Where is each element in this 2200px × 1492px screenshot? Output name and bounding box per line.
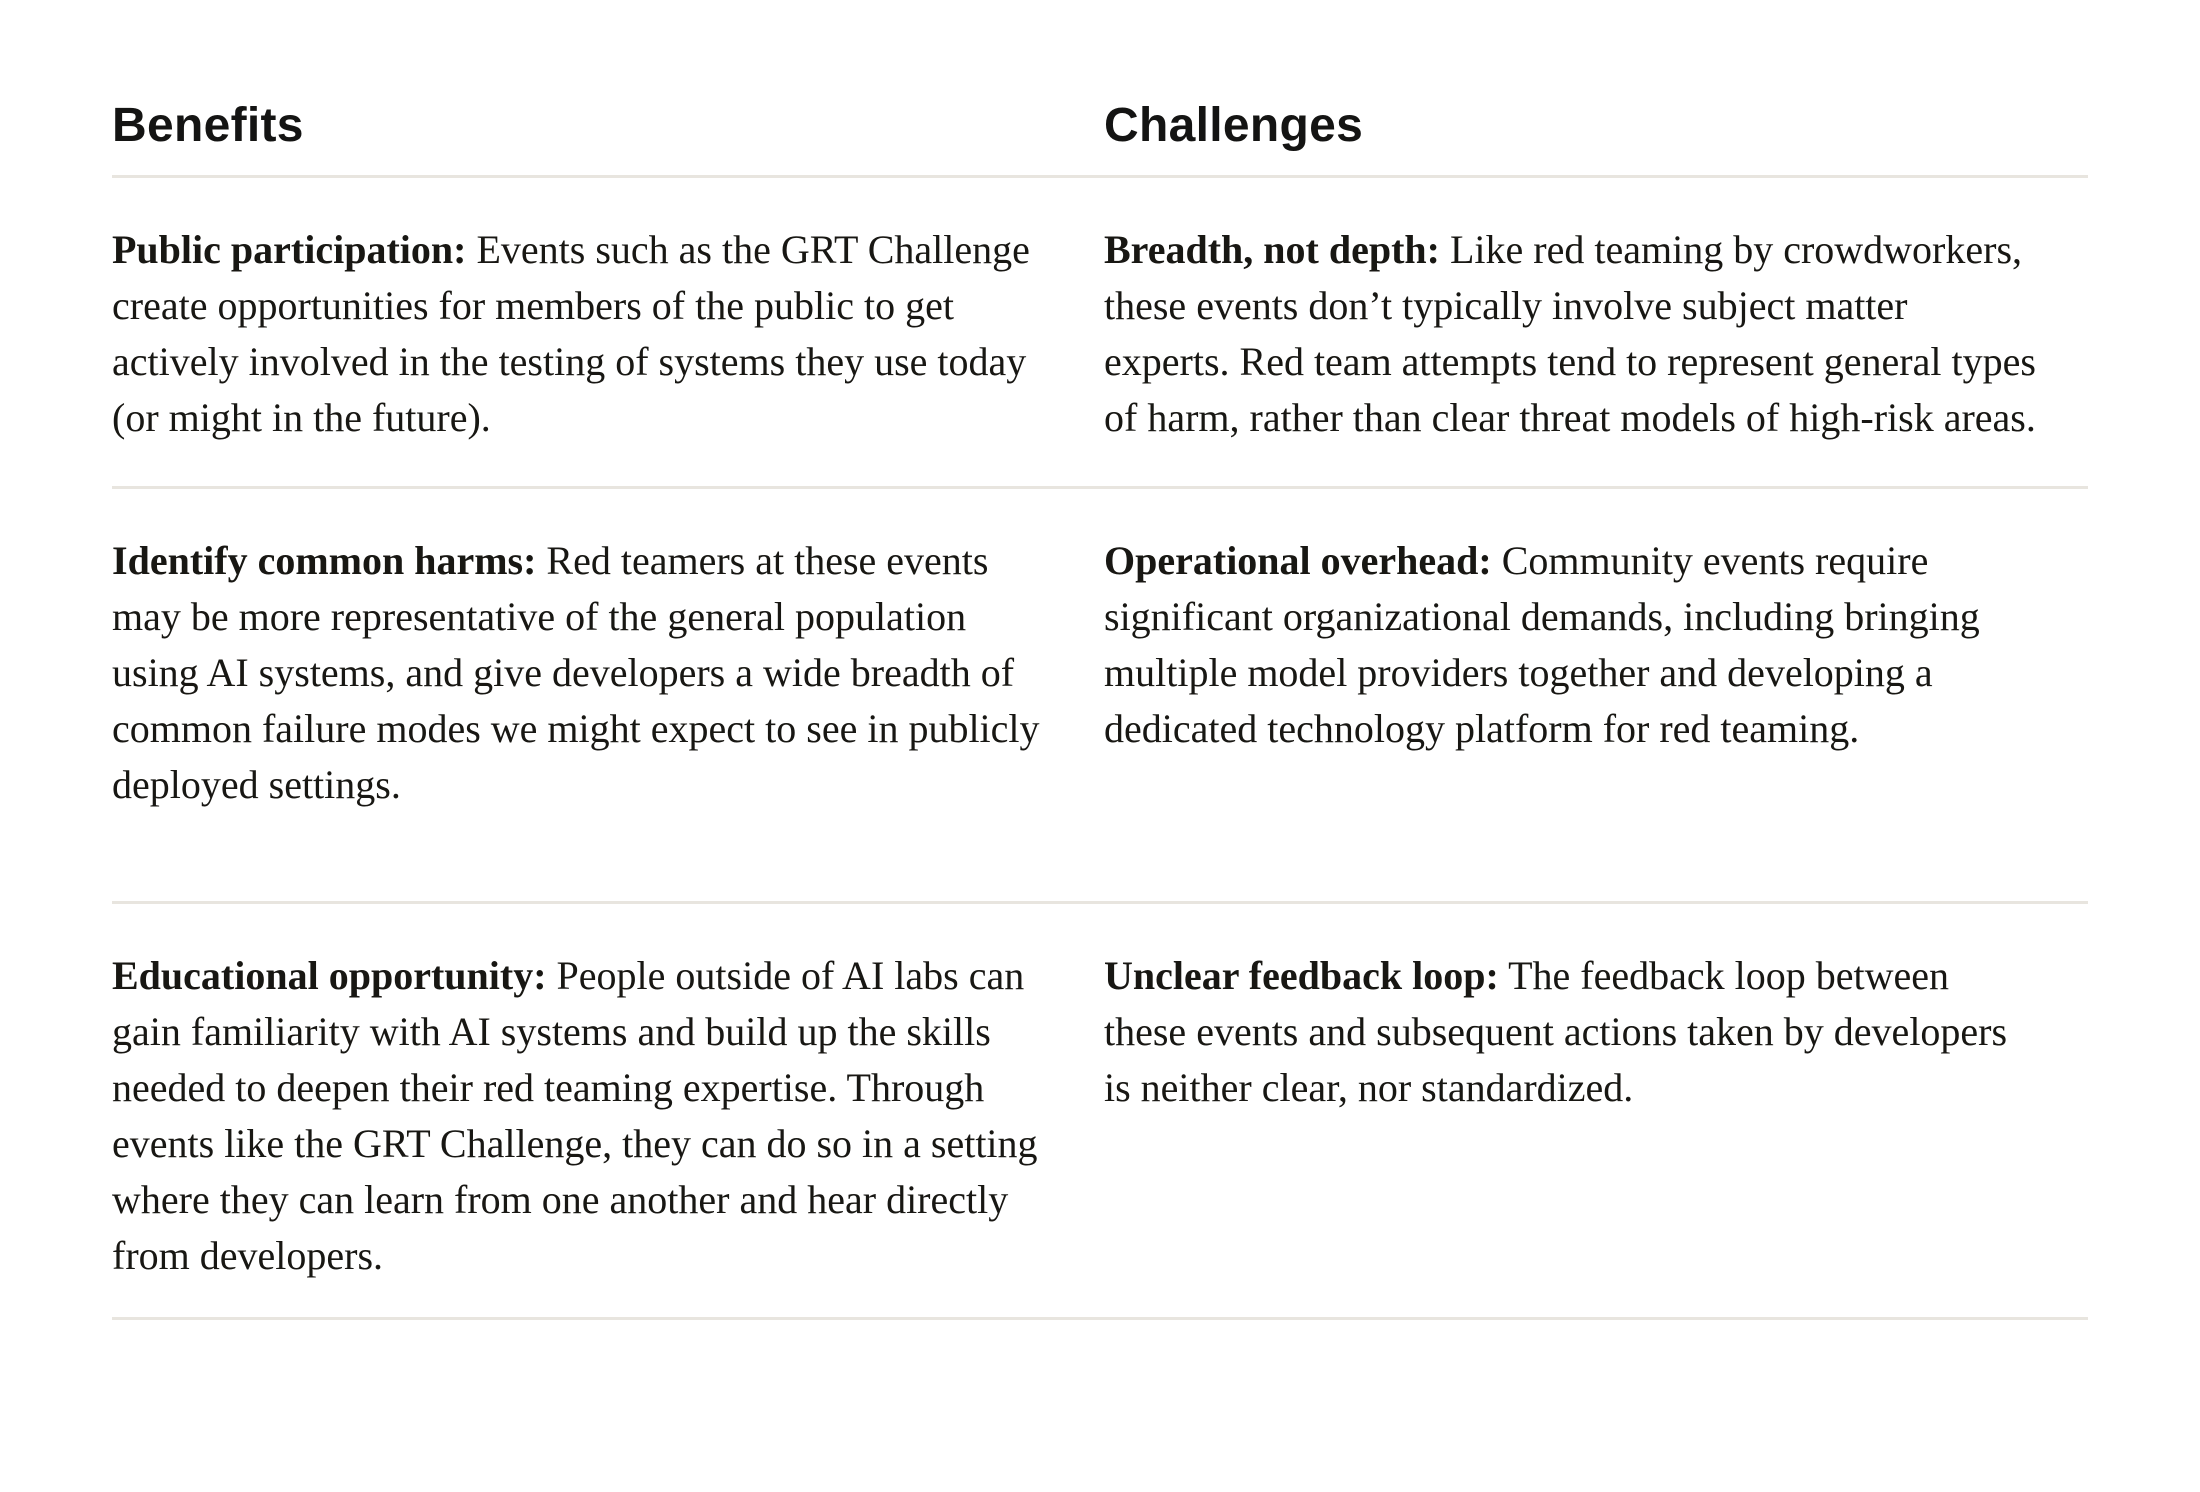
benefit-lead: Public participation: <box>112 227 467 273</box>
table-row <box>112 489 2088 904</box>
table-header-row <box>112 0 2088 178</box>
challenge-text: The feedback loop between these events and subsequent actions taken by developers is neither clear, nor standardized. <box>1104 953 2008 1111</box>
benefit-cell-public-participation <box>112 222 1096 446</box>
benefit-text: Red teamers at these events may be more representative of the general population using AI systems, and give developers a wide breadth of common failure modes we might expect to see in publicly deployed settings. <box>112 538 1040 808</box>
challenge-cell-operational-overhead <box>1104 533 2088 813</box>
challenge-text: Community events require significant organizational demands, including bringing multiple model providers together and developing a dedicated technology platform for red teaming. <box>1104 538 1980 752</box>
challenges-column-header: Challenges <box>1104 99 1364 152</box>
benefit-text: People outside of AI labs can gain familiarity with AI systems and build up the skills needed to deepen their red teaming expertise. Through events like the GRT Challenge, they can do so in a setting where they can learn from one another and hear directly from developers. <box>112 953 1038 1279</box>
table-row <box>112 178 2088 489</box>
challenge-lead: Operational overhead: <box>1104 538 1492 584</box>
challenge-cell-unclear-feedback-loop <box>1104 948 2088 1284</box>
challenge-lead: Unclear feedback loop: <box>1104 953 1499 999</box>
benefit-cell-educational-opportunity <box>112 948 1096 1284</box>
benefits-column-header: Benefits <box>112 99 304 152</box>
challenge-text: Like red teaming by crowdworkers, these events don’t typically involve subject matter experts. Red team attempts tend to represent general types of harm, rather than clear threat models of high-risk areas. <box>1104 227 2036 441</box>
benefit-lead: Educational opportunity: <box>112 953 547 999</box>
challenge-lead: Breadth, not depth: <box>1104 227 1440 273</box>
benefit-text: Events such as the GRT Challenge create opportunities for members of the public to get actively involved in the testing of systems they use today (or might in the future). <box>112 227 1030 441</box>
table-row <box>112 904 2088 1320</box>
benefit-cell-identify-common-harms <box>112 533 1096 813</box>
challenge-cell-breadth-not-depth <box>1104 222 2088 446</box>
benefit-lead: Identify common harms: <box>112 538 537 584</box>
